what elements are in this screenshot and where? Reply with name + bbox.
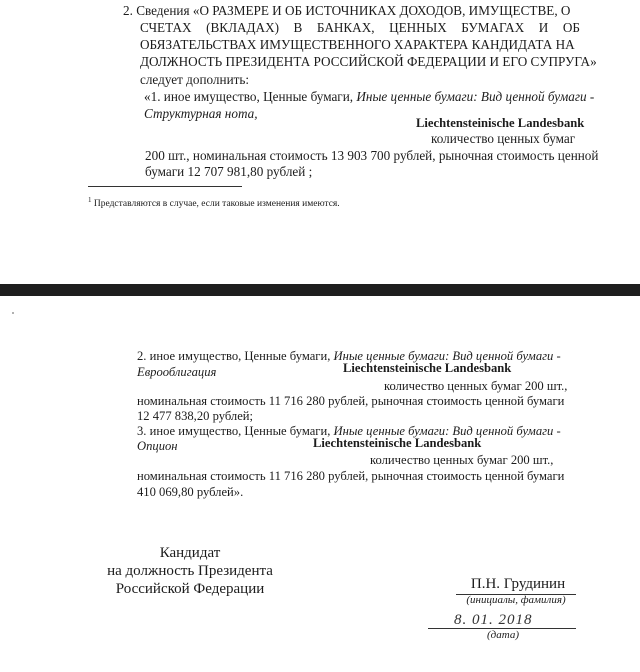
item-1-bank: Liechtensteinische Landesbank bbox=[416, 116, 585, 130]
item-1-qty-label: количество ценных бумаг bbox=[431, 131, 576, 146]
item-3-prefix: 3. иное имущество, Ценные бумаги, bbox=[137, 424, 334, 438]
item-2-value-line-2: 12 477 838,20 рублей; bbox=[137, 409, 254, 423]
item-3-qty: количество ценных бумаг 200 шт., bbox=[370, 453, 554, 467]
candidate-title-line-2: на должность Президента bbox=[107, 563, 273, 579]
item-1-value-line-2: бумаги 12 707 981,80 рублей ; bbox=[145, 164, 313, 179]
footnote bbox=[88, 194, 340, 210]
candidate-title-line-3: Российской Федерации bbox=[115, 581, 265, 597]
footnote-mark: 1 bbox=[88, 196, 92, 204]
item-3-value-line-1: номинальная стоимость 11 716 280 рублей, рыночная стоимость ценной бумаги bbox=[137, 469, 565, 483]
item-2-value-line-1: номинальная стоимость 11 716 280 рублей, рыночная стоимость ценной бумаги bbox=[137, 394, 565, 408]
item-2-kind: Еврооблигация bbox=[137, 365, 217, 379]
item-1-kind: Структурная нота, bbox=[144, 106, 258, 121]
item-3-type: Иные ценные бумаги: Вид ценной бумаги - bbox=[333, 424, 561, 438]
item-2-prefix: 2. иное имущество, Ценные бумаги, bbox=[137, 349, 334, 363]
item-1-prefix: «1. иное имущество, Ценные бумаги, bbox=[144, 89, 357, 104]
name-caption: (инициалы, фамилия) bbox=[466, 594, 566, 606]
item-3-value-line-2: 410 069,80 рублей». bbox=[137, 485, 244, 499]
item-1-value-line-1: 200 шт., номинальная стоимость 13 903 700 рублей, рыночная стоимость ценной bbox=[145, 148, 599, 163]
candidate-title-line-1: Кандидат bbox=[159, 545, 221, 561]
signer-name: П.Н. Грудинин bbox=[470, 576, 566, 592]
footnote-separator bbox=[88, 186, 242, 187]
page-separator bbox=[0, 284, 640, 296]
item-2-qty: количество ценных бумаг 200 шт., bbox=[384, 379, 568, 393]
follows-text: следует дополнить: bbox=[140, 72, 250, 87]
item-3-kind: Опцион bbox=[137, 439, 178, 453]
clause-heading-line-1: 2. Сведения «О РАЗМЕРЕ И ОБ ИСТОЧНИКАХ ДОХОДОВ, ИМУЩЕСТВЕ, О bbox=[123, 3, 571, 18]
item-2-type: Иные ценные бумаги: Вид ценной бумаги - bbox=[333, 349, 561, 363]
item-2-bank: Liechtensteinische Landesbank bbox=[343, 361, 512, 375]
item-3-bank: Liechtensteinische Landesbank bbox=[313, 436, 482, 450]
document-page-1 bbox=[0, 0, 640, 284]
clause-heading-line-3: ОБЯЗАТЕЛЬСТВАХ ИМУЩЕСТВЕННОГО ХАРАКТЕРА КАНДИДАТА НА bbox=[140, 37, 575, 52]
clause-heading-line-4: ДОЛЖНОСТЬ ПРЕЗИДЕНТА РОССИЙСКОЙ ФЕДЕРАЦИИ И ЕГО СУПРУГА» bbox=[140, 54, 597, 69]
item-1-line bbox=[144, 89, 594, 105]
clause-heading-line-2: СЧЕТАХ (ВКЛАДАХ) В БАНКАХ, ЦЕННЫХ БУМАГАХ И ОБ bbox=[140, 20, 580, 35]
scan-speck bbox=[12, 312, 14, 314]
item-1-type: Иные ценные бумаги: Вид ценной бумаги - bbox=[356, 89, 595, 104]
signed-date: 8. 01. 2018 bbox=[454, 612, 533, 628]
document-page-2 bbox=[0, 296, 640, 672]
date-caption: (дата) bbox=[487, 629, 519, 641]
footnote-text: Представляются в случае, если таковые изменения имеются. bbox=[93, 199, 340, 210]
